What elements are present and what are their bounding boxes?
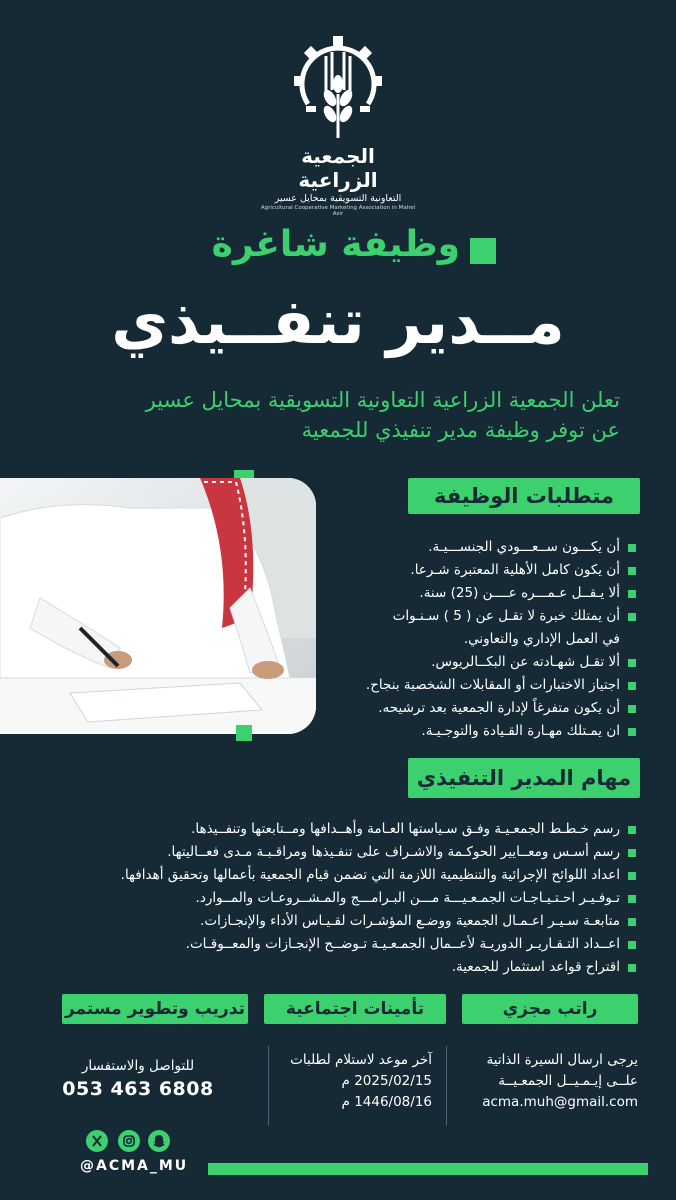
list-item: رسم خـطـط الجمعـيـة وفـق سـياستها العـامة وأهــدافها ومــتابعتها وتنفــيذها. (40, 818, 636, 841)
deadline-date-gregorian: 2025/02/15 م (341, 1073, 432, 1089)
cv-info-line: يرجى ارسال السيرة الذاتية (486, 1052, 638, 1068)
gear-wheat-emblem-icon (288, 34, 388, 142)
cv-info (458, 1050, 638, 1113)
list-item: في العمل الإداري والتعاوني. (463, 631, 620, 647)
list-item: اجتياز الاختبارات أو المقابلات الشخصية بنجاح. (336, 674, 636, 697)
list-item: أن يكـــون ســعـــودي الجنســـيـة. (336, 536, 636, 559)
list-item: ألا يـقــل عـمـــره عــــن (25) سنة. (336, 582, 636, 605)
cv-email-link[interactable]: acma.muh@gmail.com (482, 1094, 638, 1110)
logo-name-en: Agricultural Cooperative Marketing Association in Mahel Asir (260, 205, 416, 217)
deadline-label: آخر موعد لاستلام لطلبات (290, 1052, 432, 1068)
contact-phone-link[interactable]: 053 463 6808 (62, 1078, 214, 1100)
contact-label: للتواصل والاستفسار (81, 1058, 195, 1074)
list-item: رسم أسـس ومعــايير الحوكـمة والاشـراف على تنفـيذها ومراقـبـة مـدى فعــاليتها. (40, 841, 636, 864)
deadline-date-hijri: 1446/08/16 م (341, 1094, 432, 1110)
list-item: اعداد اللوائح الإجرائية والتنظيمية اللازمة التي تضمن قيام الجمعية بأعمالها وتحقيق أهدافها. (40, 864, 636, 887)
list-item: اقتراح قواعد استثمار للجمعية. (40, 956, 636, 979)
vacancy-label: وظيفة شاغرة (211, 224, 460, 265)
deadline-info (282, 1050, 432, 1113)
list-item: تـوفـيـر احـتـيـاجـات الجمـعـيـــة مـــن البـرامـــج والمـشــروعـات والمــوارد. (40, 887, 636, 910)
decor-square-icon (236, 725, 252, 741)
vacancy-square-icon (470, 238, 496, 264)
snapchat-icon[interactable] (148, 1130, 170, 1152)
job-title: مــدير تنفــيذي (111, 285, 565, 358)
association-logo (260, 34, 416, 217)
instagram-icon[interactable] (118, 1130, 140, 1152)
logo-subtitle-ar: التعاونية التسويقية بمحايل عسير (274, 193, 402, 204)
divider (268, 1046, 269, 1126)
man-signing-document-photo (0, 478, 316, 734)
cv-info-line: علــى إيـمـيــل الجمعـيــة (498, 1073, 638, 1089)
tasks-heading: مهام المدير التنفيذي (408, 758, 640, 798)
benefit-insurance: تأمينات اجتماعية (264, 994, 446, 1024)
divider (446, 1046, 447, 1126)
x-icon[interactable] (86, 1130, 108, 1152)
announcement (60, 385, 620, 445)
announcement-line: عن توفر وظيفة مدير تنفيذي للجمعية (301, 418, 620, 442)
benefit-salary: راتب مجزي (462, 994, 638, 1024)
tasks-list (40, 818, 636, 979)
benefit-training: تدريب وتطوير مستمر (62, 994, 248, 1024)
social-handle[interactable]: @ACMA_MU (80, 1158, 189, 1174)
requirements-heading: متطلبات الوظيفة (408, 478, 640, 514)
list-item: ان يمـتلك مهـارة القـيادة والتوجـيـة. (336, 720, 636, 743)
list-item: أن يكون متفرغاً لإدارة الجمعية بعد ترشيحه. (336, 697, 636, 720)
list-item: ألا تقـل شهـادته عن البكــالريوس. (336, 651, 636, 674)
requirements-list (336, 536, 636, 743)
announcement-line: تعلن الجمعية الزراعية التعاونية التسويقية بمحايل عسير (145, 388, 620, 412)
footer-accent-bar (208, 1163, 648, 1175)
list-item: أن يمتلك خبرة لا تقـل عن ( 5 ) سـنـوات (336, 605, 636, 628)
list-item: متابعـة سـيـر اعـمـال الجمعية ووضـع المؤشـرات لقـيـاس الأداء والإنجـازات. (40, 910, 636, 933)
list-item: اعــداد التـقـاريـر الدوريـة لأعــمال الجمـعـيـة تـوضــح الإنجـازات والمعــوقـات. (40, 933, 636, 956)
logo-name-ar: الجمعية الزراعية (298, 144, 378, 192)
list-item: أن يكون كامل الأهلية المعتبرة شـرعا. (336, 559, 636, 582)
contact-info (60, 1058, 216, 1100)
